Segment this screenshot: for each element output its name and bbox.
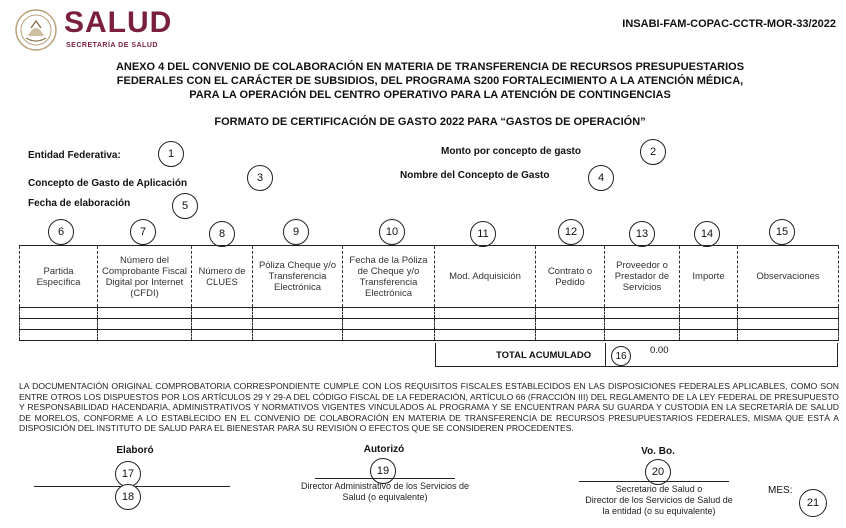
autorizo-role: Director Administrativo de los Servicios de Salud (o equivalente) (300, 481, 470, 502)
mes-label: MES: (768, 485, 793, 496)
column-header: Observaciones (738, 246, 839, 308)
autorizo-label: Autorizó (363, 444, 405, 455)
marker-11: 11 (470, 221, 496, 247)
vobo-role-line: la entidad (o su equivalente) (602, 506, 716, 516)
table-header-row (20, 246, 839, 308)
vobo-role-line: Director de los Servicios de Salud de (585, 495, 733, 505)
marker-1: 1 (158, 141, 184, 167)
column-header: Número del Comprobante Fiscal Digital por Internet (CFDI) (98, 246, 192, 308)
entidad-label: Entidad Federativa: (28, 150, 121, 161)
marker-6: 6 (48, 219, 74, 245)
legal-statement: LA DOCUMENTACIÓN ORIGINAL COMPROBATORIA CORRESPONDIENTE CUMPLE CON LOS REQUISITOS FISCALES ESTABLECIDOS EN LAS DISPOSICIONES FEDERALES APLICABLES, COMO SON ENTRE OTROS LOS DISPUESTOS POR LOS ARTÍCULOS 29 Y 29-A DEL CÓDIGO FISCAL DE LA FEDERACIÓN, ARTÍCULO 66 (FRACCIÓN III) DEL REGLAMENTO DE LA LEY FEDERAL DE PRESUPUESTO Y RESPONSABILIDAD HACENDARIA, ADMINISTRATIVOS Y NORMATIVOS VIGENTES VINCULADOS AL PROGRAMA Y SE ENCUENTRAN PARA SU GUARDA Y CUSTODIA EN LA SECRETARÍA DE SALUD DE MORELOS, CONFORME A LO ESTABLECIDO EN EL CONVENIO DE COLABORACIÓN EN MATERIA DE TRANSFERENCIA DE RECURSOS PRESUPUESTARIOS FEDERALES, MISMA QUE ESTÁ A DISPOSICIÓN DEL INSTITUTO DE SALUD PARA EL BIENESTAR PARA SU REVISIÓN O EFECTOS QUE SE CONSIDEREN PROCEDENTES. (19, 381, 839, 434)
marker-9: 9 (283, 219, 309, 245)
form-subtitle: FORMATO DE CERTIFICACIÓN DE GASTO 2022 PARA “GASTOS DE OPERACIÓN” (214, 116, 646, 128)
vobo-label: Vo. Bo. (641, 446, 675, 457)
marker-16: 16 (611, 346, 631, 366)
title-line: FEDERALES CON EL CARÁCTER DE SUBSIDIOS, DEL PROGRAMA S200 FORTALECIMIENTO A LA ATENCIÓN MÉDICA, (116, 75, 744, 87)
coat-of-arms-icon (14, 8, 58, 52)
marker-18: 18 (115, 484, 141, 510)
column-header: Importe (680, 246, 738, 308)
total-value: 0.00 (650, 345, 669, 356)
marker-3: 3 (247, 165, 273, 191)
total-label: TOTAL ACUMULADO (496, 350, 592, 361)
column-header: Partida Específica (20, 246, 98, 308)
marker-19: 19 (370, 458, 396, 484)
nombre-concepto-label: Nombre del Concepto de Gasto (400, 170, 550, 181)
marker-10: 10 (379, 219, 405, 245)
column-header: Póliza Cheque y/o Transferencia Electrónica (253, 246, 343, 308)
marker-8: 8 (209, 221, 235, 247)
marker-14: 14 (694, 221, 720, 247)
marker-12: 12 (558, 219, 584, 245)
marker-7: 7 (130, 219, 156, 245)
logo-wordmark: SALUD (64, 6, 173, 39)
vobo-signature-line (579, 481, 729, 482)
marker-15: 15 (769, 219, 795, 245)
document-title (60, 60, 800, 102)
logo-subtitle: SECRETARÍA DE SALUD (66, 42, 158, 49)
marker-21: 21 (799, 489, 827, 517)
table-row (20, 308, 839, 319)
column-header: Mod. Adquisición (435, 246, 536, 308)
column-header: Proveedor o Prestador de Servicios (605, 246, 680, 308)
monto-label: Monto por concepto de gasto (441, 146, 581, 157)
marker-20: 20 (645, 459, 671, 485)
title-line: ANEXO 4 DEL CONVENIO DE COLABORACIÓN EN MATERIA DE TRANSFERENCIA DE RECURSOS PRESUPUESTARIOS (115, 61, 745, 73)
vobo-role (570, 484, 748, 517)
column-header: Fecha de la Póliza de Cheque y/o Transferencia Electrónica (343, 246, 435, 308)
title-line: PARA LA OPERACIÓN DEL CENTRO OPERATIVO PARA LA ATENCIÓN DE CONTINGENCIAS (189, 89, 671, 101)
vobo-role-line: Secretario de Salud o (615, 484, 703, 494)
table-row (20, 319, 839, 330)
elaboro-label: Elaboró (116, 445, 154, 456)
column-header: Número de CLUES (192, 246, 253, 308)
column-header: Contrato o Pedido (536, 246, 605, 308)
document-code: INSABI-FAM-COPAC-CCTR-MOR-33/2022 (622, 18, 836, 30)
expense-table (19, 245, 839, 341)
fecha-label: Fecha de elaboración (28, 198, 131, 209)
marker-17: 17 (115, 461, 141, 487)
marker-13: 13 (629, 221, 655, 247)
table-row (20, 330, 839, 341)
marker-2: 2 (640, 139, 666, 165)
marker-5: 5 (172, 193, 198, 219)
autorizo-signature-line (315, 478, 455, 479)
total-divider (605, 343, 606, 367)
marker-4: 4 (588, 165, 614, 191)
concepto-aplicacion-label: Concepto de Gasto de Aplicación (28, 178, 188, 189)
